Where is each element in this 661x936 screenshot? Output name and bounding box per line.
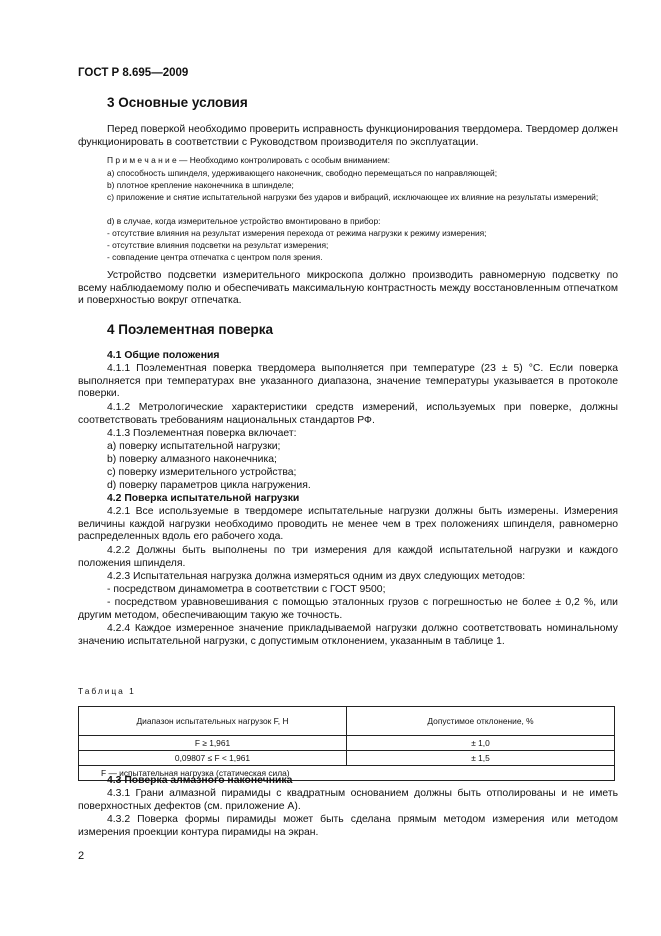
- range-cell: F ≥ 1,961: [79, 736, 347, 751]
- list-item-c: c) поверку измерительного устройства;: [107, 467, 297, 478]
- s3-note: [78, 154, 618, 166]
- table-row: [79, 736, 615, 751]
- p-4-1-3: 4.1.3 Поэлементная поверка включает:: [107, 428, 297, 439]
- section-3-heading: 3 Основные условия: [107, 95, 248, 110]
- note-item-d1: - отсутствие влияния на результат измерения перехода от режима нагрузки к режиму измерения;: [107, 228, 487, 238]
- document-header: ГОСТ Р 8.695—2009: [78, 67, 189, 79]
- p-4-1-1: 4.1.1 Поэлементная поверка твердомера выполняется при температуре (23 ± 5) °С. Если поверка выполняется при температурах вне указанного диапазона, значение температуры указывается в протоколе поверки.: [78, 363, 618, 400]
- p-4-2-2: 4.2.2 Должны быть выполнены по три измерения для каждой испытательной нагрузки и каждого положения шпинделя.: [78, 545, 618, 569]
- note-item-d3: - совпадение центра отпечатка с центром поля зрения.: [107, 252, 323, 262]
- p-4-2-3: 4.2.3 Испытательная нагрузка должна измеряться одним из двух следующих методов:: [107, 571, 526, 582]
- p-4-3-2: 4.3.2 Поверка формы пирамиды может быть сделана прямым методом измерения или методом измерения проекции контура пирамиды на экран.: [78, 814, 618, 838]
- method-1: - посредством динамометра в соответствии с ГОСТ 9500;: [107, 584, 386, 595]
- list-item-a: a) поверку испытательной нагрузки;: [107, 441, 281, 452]
- col-range-header: Диапазон испытательных нагрузок F, Н: [79, 707, 347, 736]
- method-2: - посредством уравновешивания с помощью эталонных грузов с погрешностью не более ± 0,2 %, или другим методом, обеспечивающим такую же точность.: [78, 597, 618, 621]
- deviation-cell: ± 1,5: [347, 751, 615, 766]
- note-item-d2: - отсутствие влияния подсветки на результат измерения;: [107, 240, 329, 250]
- s42-heading: 4.2 Поверка испытательной нагрузки: [107, 493, 300, 504]
- col-deviation-header: Допустимое отклонение, %: [347, 707, 615, 736]
- section-4-heading: 4 Поэлементная поверка: [107, 322, 273, 337]
- range-cell: 0,09807 ≤ F < 1,961: [79, 751, 347, 766]
- note-item-c: c) приложение и снятие испытательной нагрузки без ударов и вибраций, исключающее их влияние на результаты измерений;: [107, 192, 599, 202]
- table-note: F — испытательная нагрузка (статическая сила): [79, 766, 615, 781]
- table-1: [78, 706, 615, 781]
- s3-paragraph-2: Устройство подсветки измерительного микроскопа должно производить равномерную подсветку по всему наблюдаемому полю и обеспечивать максимальную контрастность между восстановленным отпечатком и поверхностью вокруг отпечатка.: [78, 270, 618, 307]
- page-number: 2: [78, 850, 85, 862]
- table-caption: Таблица 1: [78, 686, 136, 696]
- note-label: П р и м е ч а н и е: [107, 155, 177, 165]
- deviation-cell: ± 1,0: [347, 736, 615, 751]
- s3-paragraph-1: Перед поверкой необходимо проверить исправность функционирования твердомера. Твердомер должен функционировать в соответствии с Руководством производителя по эксплуатации.: [78, 124, 618, 148]
- list-item-d: d) поверку параметров цикла нагружения.: [107, 480, 311, 491]
- table-row: [79, 751, 615, 766]
- note-intro: — Необходимо контролировать с особым вниманием:: [176, 155, 390, 165]
- note-item-b: b) плотное крепление наконечника в шпинделе;: [107, 180, 294, 190]
- p-4-3-1: 4.3.1 Грани алмазной пирамиды с квадратным основанием должны быть отполированы и не иметь поверхностных дефектов (см. приложение А).: [78, 788, 618, 812]
- p-4-2-4: 4.2.4 Каждое измеренное значение прикладываемой нагрузки должно соответствовать номинальному значению испытательной нагрузки, с допустимым отклонением, указанным в таблице 1.: [78, 623, 618, 647]
- s41-heading: 4.1 Общие положения: [107, 350, 220, 361]
- table-header-row: [79, 707, 615, 736]
- p-4-2-1: 4.2.1 Все используемые в твердомере испытательные нагрузки должны быть измерены. Измерения величины каждой нагрузки необходимо проводить не менее чем в трех положениях шпинделя, равномерно распределенных вдоль его рабочего хода.: [78, 506, 618, 543]
- p-4-1-2: 4.1.2 Метрологические характеристики средств измерений, используемых при поверке, должны соответствовать требованиям национальных стандартов РФ.: [78, 402, 618, 426]
- note-item-d: d) в случае, когда измерительное устройство вмонтировано в прибор:: [107, 216, 381, 226]
- list-item-b: b) поверку алмазного наконечника;: [107, 454, 277, 465]
- note-item-a: a) способность шпинделя, удерживающего наконечник, свободно перемещаться по направляющей;: [107, 168, 498, 178]
- s43-heading: 4.3 Поверка алмазного наконечника: [107, 775, 293, 786]
